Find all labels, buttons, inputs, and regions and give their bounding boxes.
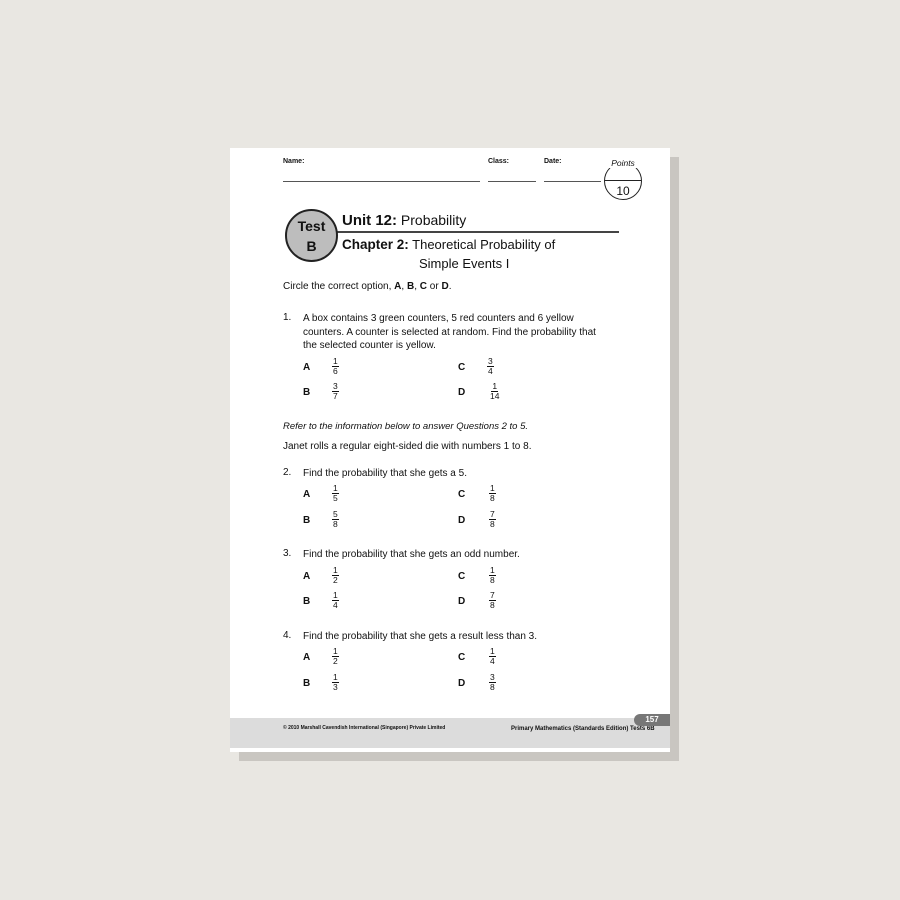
question-text [303, 312, 596, 353]
numerator: 1 [333, 672, 338, 682]
option-letter[interactable]: A [303, 362, 311, 373]
option-fraction[interactable] [489, 591, 496, 610]
denominator: 8 [333, 519, 338, 529]
option-letter[interactable]: D [458, 515, 466, 526]
option-letter[interactable]: D [458, 678, 466, 689]
points-box [604, 158, 642, 200]
numerator: 1 [333, 483, 338, 493]
unit-name: Probability [400, 212, 467, 228]
option-letter[interactable]: B [303, 515, 311, 526]
option-fraction[interactable] [332, 510, 339, 529]
numerator: 7 [490, 509, 495, 519]
option-fraction[interactable] [489, 647, 496, 666]
instruction-text: Circle the correct option, [283, 281, 395, 292]
date-field[interactable] [544, 181, 601, 182]
numerator: 7 [490, 590, 495, 600]
option-letter[interactable]: B [303, 387, 311, 398]
numerator: 3 [488, 356, 493, 366]
option-fraction[interactable] [489, 566, 496, 585]
question-text: Find the probability that she gets a result less than 3. [303, 631, 538, 642]
numerator: 3 [490, 672, 495, 682]
instruction-end: . [448, 281, 452, 292]
instruction-option-c: C [419, 281, 427, 292]
question-text: Find the probability that she gets an odd number. [303, 549, 520, 560]
numerator: 3 [333, 381, 338, 391]
instruction-sep: , [401, 281, 407, 292]
class-label: Class: [488, 158, 510, 165]
denominator: 2 [333, 656, 338, 666]
question-number: 3. [283, 548, 292, 559]
numerator: 1 [490, 483, 495, 493]
numerator: 1 [333, 356, 338, 366]
option-letter[interactable]: B [303, 678, 311, 689]
denominator: 4 [490, 656, 495, 666]
instruction-option-d: D [441, 281, 449, 292]
option-fraction[interactable] [489, 673, 496, 692]
footer-bar [230, 718, 670, 748]
page-number: 157 [634, 714, 670, 726]
unit-title [342, 212, 466, 229]
denominator: 8 [490, 600, 495, 610]
question-line: counters. A counter is selected at random. Find the probability that [303, 326, 596, 338]
worksheet-page [230, 148, 670, 752]
option-letter[interactable]: C [458, 571, 466, 582]
instruction-option-b: B [406, 281, 415, 292]
option-letter[interactable]: C [458, 489, 466, 500]
chapter-number: Chapter 2: [342, 237, 409, 252]
denominator: 14 [490, 391, 500, 401]
question-text: Find the probability that she gets a 5. [303, 468, 467, 479]
denominator: 2 [333, 575, 338, 585]
denominator: 8 [490, 519, 495, 529]
question-line: A box contains 3 green counters, 5 red counters and 6 yellow [303, 313, 574, 324]
numerator: 1 [333, 590, 338, 600]
question-line: the selected counter is yellow. [303, 340, 436, 351]
option-letter[interactable]: A [303, 652, 311, 663]
points-divider [605, 180, 641, 181]
instruction-sep: , [414, 281, 420, 292]
numerator: 1 [490, 565, 495, 575]
option-fraction[interactable] [332, 647, 339, 666]
option-letter[interactable]: A [303, 571, 311, 582]
chapter-title [342, 237, 555, 252]
points-label: Points [605, 158, 641, 168]
refer-note: Refer to the information below to answer Questions 2 to 5. [283, 421, 529, 432]
numerator: 1 [492, 381, 498, 391]
chapter-name: Theoretical Probability of [412, 237, 556, 252]
instruction-sep: or [427, 281, 442, 292]
denominator: 5 [333, 493, 338, 503]
option-letter[interactable]: D [458, 387, 466, 398]
option-fraction[interactable] [487, 357, 494, 376]
question-number: 1. [283, 312, 292, 323]
denominator: 8 [490, 682, 495, 692]
option-letter[interactable]: D [458, 596, 466, 607]
denominator: 8 [490, 493, 495, 503]
test-badge [285, 209, 338, 262]
unit-number: Unit 12: [342, 212, 398, 229]
question-number: 2. [283, 467, 292, 478]
date-label: Date: [544, 158, 562, 165]
numerator: 1 [333, 565, 338, 575]
option-fraction[interactable] [332, 591, 339, 610]
denominator: 6 [333, 366, 338, 376]
copyright-notice: © 2010 Marshall Cavendish International (Singapore) Private Limited [283, 725, 446, 731]
name-field[interactable] [283, 181, 480, 182]
denominator: 3 [333, 682, 338, 692]
option-fraction[interactable] [489, 484, 496, 503]
numerator: 1 [490, 646, 495, 656]
points-value: 10 [616, 184, 630, 198]
option-fraction[interactable] [332, 566, 339, 585]
option-letter[interactable]: A [303, 489, 311, 500]
option-fraction[interactable] [332, 673, 339, 692]
denominator: 4 [488, 366, 493, 376]
numerator: 5 [333, 509, 338, 519]
option-letter[interactable]: C [458, 362, 466, 373]
option-letter[interactable]: C [458, 652, 466, 663]
option-letter[interactable]: B [303, 596, 311, 607]
option-fraction[interactable] [489, 382, 500, 401]
scenario-text: Janet rolls a regular eight-sided die with numbers 1 to 8. [283, 441, 532, 452]
title-rule [334, 231, 619, 233]
numerator: 1 [333, 646, 338, 656]
question-number: 4. [283, 630, 292, 641]
option-fraction[interactable] [332, 382, 339, 401]
instruction [283, 280, 451, 294]
chapter-title-line2: Simple Events I [419, 256, 510, 271]
badge-letter: B [306, 238, 317, 254]
name-label: Name: [283, 158, 305, 165]
denominator: 4 [333, 600, 338, 610]
option-fraction[interactable] [332, 357, 339, 376]
option-fraction[interactable] [332, 484, 339, 503]
denominator: 7 [333, 391, 338, 401]
instruction-option-a: A [394, 281, 402, 292]
badge-test-label: Test [297, 218, 326, 234]
option-fraction[interactable] [489, 510, 496, 529]
denominator: 8 [490, 575, 495, 585]
book-title: Primary Mathematics (Standards Edition) Tests 6B [511, 726, 655, 732]
class-field[interactable] [488, 181, 536, 182]
